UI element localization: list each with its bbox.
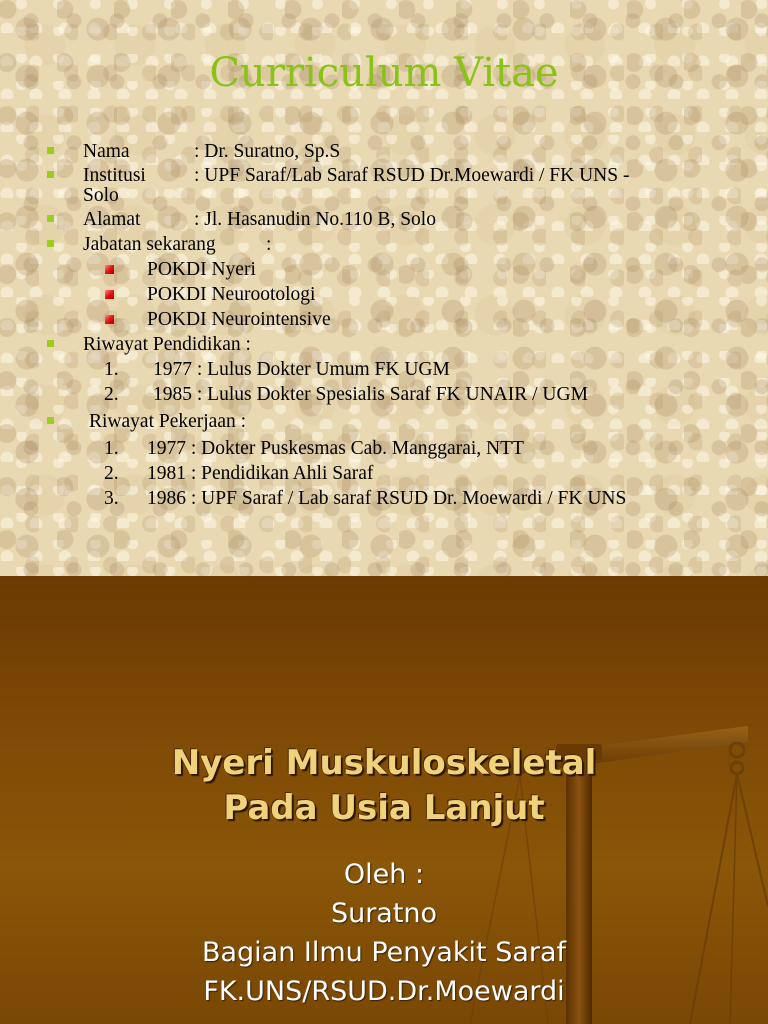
field-label-nama: Nama (83, 141, 130, 162)
field-value-jabatan: : (266, 234, 272, 255)
list-number: 1. (104, 438, 119, 459)
list-number: 2. (104, 463, 119, 484)
bullet-green-icon (47, 417, 54, 424)
pekerjaan-item: 1986 : UPF Saraf / Lab saraf RSUD Dr. Moewardi / FK UNS (147, 488, 627, 509)
jabatan-item: POKDI Neurointensive (147, 309, 331, 330)
slide-title-line1: Nyeri Muskuloskeletal (171, 743, 597, 783)
field-value-institusi: : UPF Saraf/Lab Saraf RSUD Dr.Moewardi / FK UNS - (194, 165, 630, 186)
list-number: 3. (104, 488, 119, 509)
section-label-pekerjaan: Riwayat Pekerjaan : (89, 411, 247, 432)
author-line-name: Suratno (330, 898, 438, 929)
pendidikan-item: 1977 : Lulus Dokter Umum FK UGM (153, 359, 450, 380)
jabatan-item: POKDI Nyeri (147, 259, 256, 280)
field-value-institusi-cont: Solo (83, 185, 119, 206)
bullet-red-icon (105, 290, 114, 299)
list-number: 2. (104, 384, 119, 405)
bullet-green-icon (47, 340, 54, 347)
author-line-department: Bagian Ilmu Penyakit Saraf (201, 937, 567, 968)
field-label-institusi: Institusi (83, 165, 146, 186)
jabatan-item: POKDI Neurootologi (147, 284, 316, 305)
bullet-green-icon (47, 171, 54, 178)
author-line-institution: FK.UNS/RSUD.Dr.Moewardi (203, 976, 565, 1007)
author-line-oleh: Oleh : (343, 859, 425, 890)
field-value-nama: : Dr. Suratno, Sp.S (194, 141, 341, 162)
field-label-alamat: Alamat (83, 209, 141, 230)
field-label-jabatan: Jabatan sekarang (83, 234, 216, 255)
bullet-green-icon (47, 215, 54, 222)
pekerjaan-item: 1977 : Dokter Puskesmas Cab. Manggarai, NTT (147, 438, 524, 459)
pekerjaan-item: 1981 : Pendidikan Ahli Saraf (147, 463, 374, 484)
slide-title (0, 576, 768, 1024)
cv-title: Curriculum Vitae (209, 50, 559, 96)
bullet-green-icon (47, 147, 54, 154)
bullet-green-icon (47, 240, 54, 247)
slide-title-line2: Pada Usia Lanjut (223, 788, 545, 828)
bullet-red-icon (105, 315, 114, 324)
section-label-pendidikan: Riwayat Pendidikan : (83, 334, 251, 355)
list-number: 1. (104, 359, 119, 380)
pendidikan-item: 1985 : Lulus Dokter Spesialis Saraf FK UNAIR / UGM (153, 384, 588, 405)
bullet-red-icon (105, 265, 114, 274)
field-value-alamat: : Jl. Hasanudin No.110 B, Solo (194, 209, 436, 230)
